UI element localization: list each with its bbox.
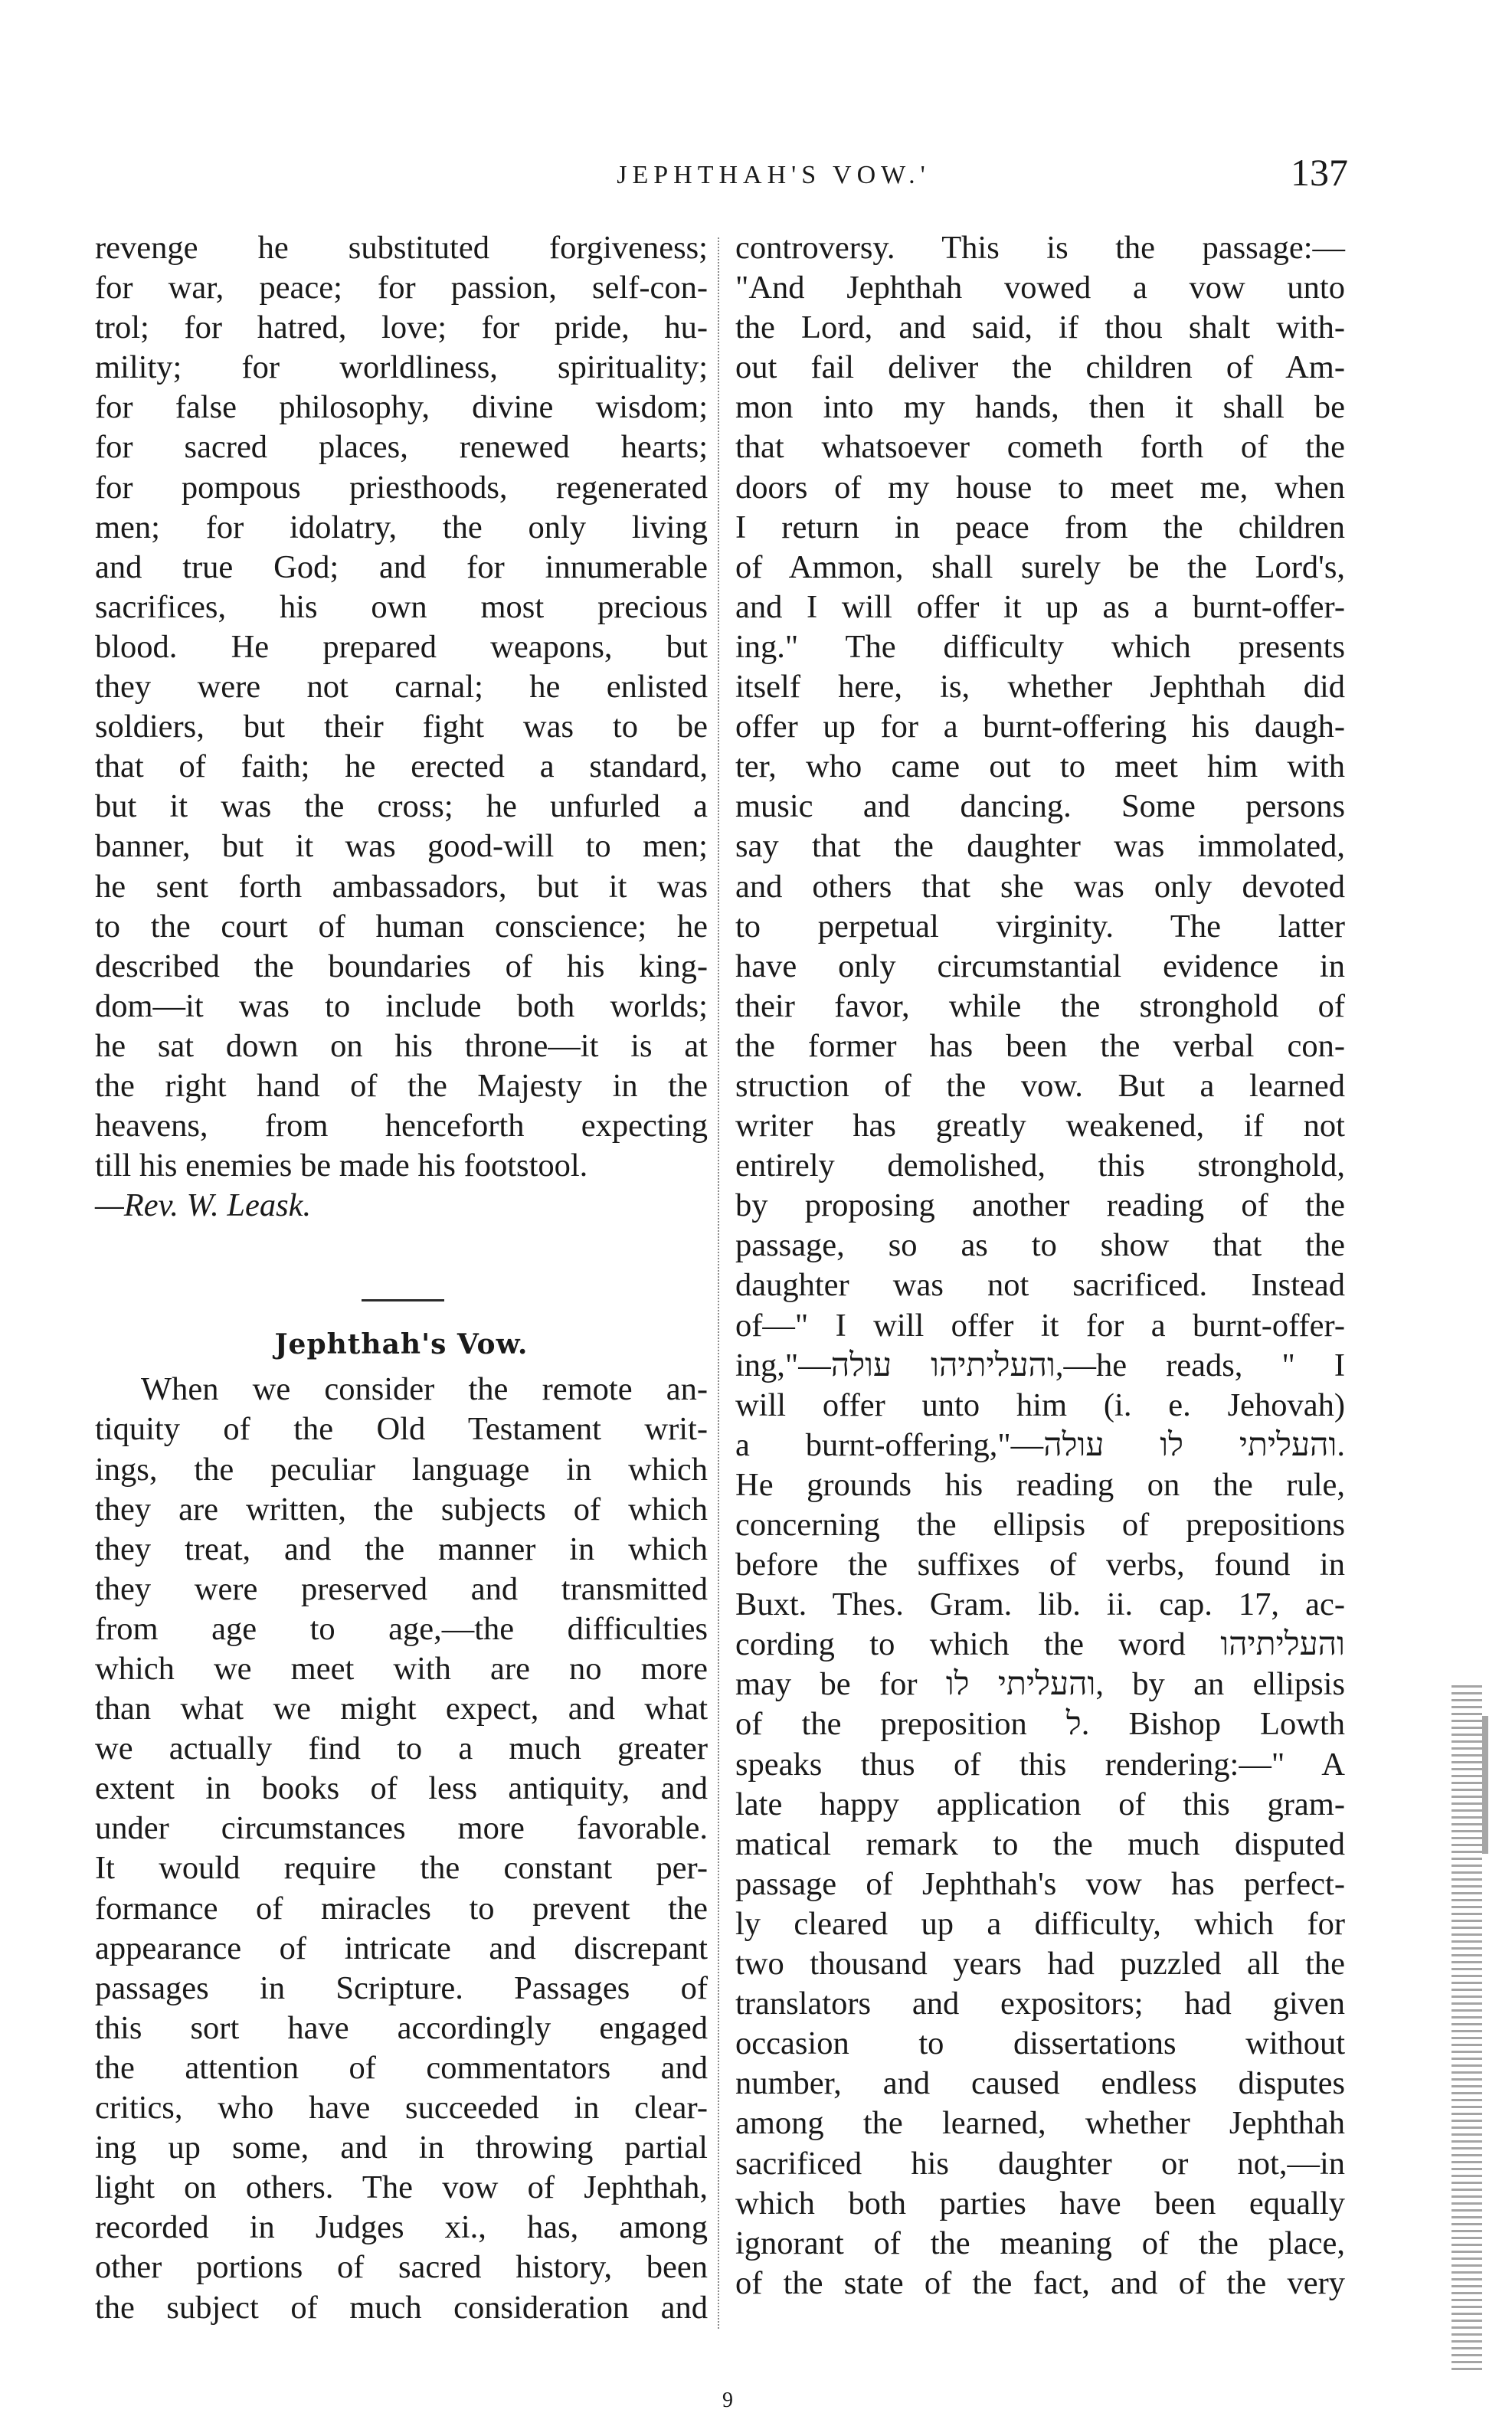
text-line: for false philosophy, divine wisdom;: [95, 389, 708, 426]
text-line: heavens, from henceforth expecting: [95, 1108, 708, 1144]
text-line: soldiers, but their fight was to be: [95, 709, 708, 745]
text-line: mon into my hands, then it shall be: [735, 389, 1345, 426]
text-line: extent in books of less antiquity, and: [95, 1770, 708, 1807]
text-line: ter, who came out to meet him with: [735, 748, 1345, 785]
text-line: say that the daughter was immolated,: [735, 828, 1345, 865]
text-line: for war, peace; for passion, self-con-: [95, 270, 708, 306]
text-line: He grounds his reading on the rule,: [735, 1466, 1345, 1503]
text-line: "And Jephthah vowed a vow unto: [735, 270, 1345, 306]
text-line: and true God; and for innumerable: [95, 548, 708, 585]
text-line: of the state of the fact, and of the very: [735, 2264, 1345, 2301]
text-line: have only circumstantial evidence in: [735, 948, 1345, 984]
text-line: of Ammon, shall surely be the Lord's,: [735, 548, 1345, 585]
scan-edge-artifact-2: [1482, 1716, 1488, 1854]
running-head-title: JEPHTHAH'S VOW.': [617, 161, 931, 189]
text-line: tiquity of the Old Testament writ-: [95, 1411, 708, 1448]
right-column: [735, 228, 1345, 2303]
text-line: the Lord, and said, if thou shalt with-: [735, 309, 1345, 346]
text-line: for pompous priesthoods, regenerated: [95, 469, 708, 506]
text-line: a burnt-offering,"—והעליתי לו עולה.: [735, 1426, 1345, 1463]
text-line: they are written, the subjects of which: [95, 1491, 708, 1527]
text-line: ing up some, and in throwing partial: [95, 2130, 708, 2166]
page-number: 137: [1291, 151, 1348, 194]
text-line: I return in peace from the children: [735, 509, 1345, 545]
text-line: for sacred places, renewed hearts;: [95, 429, 708, 466]
text-line: this sort have accordingly engaged: [95, 2009, 708, 2046]
text-line: their favor, while the stronghold of: [735, 987, 1345, 1024]
text-line: he sent forth ambassadors, but it was: [95, 868, 708, 905]
text-line: music and dancing. Some persons: [735, 788, 1345, 825]
text-line: two thousand years had puzzled all the: [735, 1946, 1345, 1982]
text-line: occasion to dissertations without: [735, 2025, 1345, 2062]
text-line: men; for idolatry, the only living: [95, 509, 708, 545]
text-line: we actually find to a much greater: [95, 1730, 708, 1767]
text-line: of—" I will offer it for a burnt-offer-: [735, 1307, 1345, 1344]
text-line: than what we might expect, and what: [95, 1691, 708, 1727]
text-line: the right hand of the Majesty in the: [95, 1067, 708, 1104]
text-line: passage of Jephthah's vow has perfect-: [735, 1865, 1345, 1902]
text-line: doors of my house to meet me, when: [735, 469, 1345, 506]
section-divider-rule: [95, 1279, 708, 1319]
text-line: before the suffixes of verbs, found in: [735, 1547, 1345, 1583]
paragraph-jephthah-intro: [95, 1370, 708, 2327]
text-line: and others that she was only devoted: [735, 868, 1345, 905]
text-line: they were not carnal; he enlisted: [95, 669, 708, 706]
text-line: and I will offer it up as a burnt-offer-: [735, 588, 1345, 625]
text-line: sacrificed his daughter or not,—in: [735, 2145, 1345, 2182]
text-line: critics, who have succeeded in clear-: [95, 2090, 708, 2127]
text-line: appearance of intricate and discrepant: [95, 1930, 708, 1966]
text-line: light on others. The vow of Jephthah,: [95, 2169, 708, 2206]
left-column: [95, 228, 708, 2328]
text-line: Buxt. Thes. Gram. lib. ii. cap. 17, ac-: [735, 1586, 1345, 1623]
text-line: speaks thus of this rendering:—" A: [735, 1746, 1345, 1783]
text-line: late happy application of this gram-: [735, 1786, 1345, 1822]
text-line: ing." The difficulty which presents: [735, 628, 1345, 665]
text-line: but it was the cross; he unfurled a: [95, 788, 708, 825]
text-line: which we meet with are no more: [95, 1651, 708, 1687]
text-line: the attention of commentators and: [95, 2049, 708, 2086]
text-line: passages in Scripture. Passages of: [95, 1969, 708, 2006]
signature: —Rev. W. Leask.: [95, 1187, 312, 1224]
text-line: daughter was not sacrificed. Instead: [735, 1267, 1345, 1304]
section-spacer: [95, 1226, 708, 1279]
text-line: offer up for a burnt-offering his daugh-: [735, 709, 1345, 745]
signature-line: [95, 1186, 708, 1226]
text-line: they treat, and the manner in which: [95, 1531, 708, 1567]
text-line: from age to age,—the difficulties: [95, 1610, 708, 1647]
text-line: the former has been the verbal con-: [735, 1027, 1345, 1064]
text-line: among the learned, whether Jephthah: [735, 2105, 1345, 2142]
text-line: they were preserved and transmitted: [95, 1570, 708, 1607]
text-line: banner, but it was good-will to men;: [95, 828, 708, 865]
text-line: that of faith; he erected a standard,: [95, 748, 708, 785]
text-line: ignorant of the meaning of the place,: [735, 2225, 1345, 2261]
text-line: of the preposition ל. Bishop Lowth: [735, 1706, 1346, 1743]
printer-signature-mark: 9: [722, 2388, 733, 2412]
text-line: described the boundaries of his king-: [95, 948, 708, 984]
text-line: by proposing another reading of the: [735, 1187, 1345, 1224]
paragraph-vow-discussion: [735, 228, 1345, 2303]
text-line: struction of the vow. But a learned: [735, 1067, 1345, 1104]
text-line: matical remark to the much disputed: [735, 1825, 1345, 1862]
text-line: under circumstances more favorable.: [95, 1810, 708, 1847]
text-line: cording to which the word והעליתיהו: [735, 1626, 1345, 1663]
text-line: ing,"—והעליתיהו עולה,—he reads, " I: [735, 1347, 1345, 1383]
text-line: till his enemies be made his footstool.: [95, 1148, 588, 1184]
text-line: When we consider the remote an-: [141, 1371, 708, 1408]
text-line: concerning the ellipsis of prepositions: [735, 1507, 1345, 1543]
text-line: It would require the constant per-: [95, 1850, 708, 1887]
text-line: blood. He prepared weapons, but: [95, 628, 708, 665]
text-line: he sat down on his throne—it is at: [95, 1027, 708, 1064]
text-line: recorded in Judges xi., has, among: [95, 2209, 708, 2246]
text-line: will offer unto him (i. e. Jehovah): [735, 1387, 1345, 1423]
text-line: ly cleared up a difficulty, which for: [735, 1905, 1345, 1942]
text-line: out fail deliver the children of Am-: [735, 349, 1345, 386]
text-line: entirely demolished, this stronghold,: [735, 1148, 1345, 1184]
text-line: formance of miracles to prevent the: [95, 1890, 708, 1927]
text-line: to perpetual virginity. The latter: [735, 908, 1345, 945]
text-line: ings, the peculiar language in which: [95, 1451, 708, 1488]
text-line: dom—it was to include both worlds;: [95, 987, 708, 1024]
text-line: passage, so as to show that the: [735, 1227, 1345, 1264]
section-heading: Jephthah's Vow.: [274, 1328, 529, 1361]
text-line: controversy. This is the passage:—: [735, 230, 1345, 266]
text-line: may be for והעליתי לו, by an ellipsis: [735, 1666, 1345, 1703]
text-line: that whatsoever cometh forth of the: [735, 429, 1345, 466]
text-line: mility; for worldliness, spirituality;: [95, 349, 708, 386]
text-line: number, and caused endless disputes: [735, 2065, 1345, 2102]
column-divider: [718, 237, 719, 2329]
text-line: translators and expositors; had given: [735, 1986, 1345, 2022]
text-line: writer has greatly weakened, if not: [735, 1108, 1345, 1144]
text-line: other portions of sacred history, been: [95, 2249, 708, 2286]
text-line: revenge he substituted forgiveness;: [95, 230, 708, 266]
text-line: trol; for hatred, love; for pride, hu-: [95, 309, 708, 346]
paragraph-leask-quote: [95, 228, 708, 1186]
text-line: itself here, is, whether Jephthah did: [735, 669, 1345, 706]
text-line: the subject of much consideration and: [95, 2289, 708, 2326]
text-line: sacrifices, his own most precious: [95, 588, 708, 625]
text-line: which both parties have been equally: [735, 2185, 1345, 2221]
scan-edge-artifact: [1451, 1685, 1482, 2375]
text-line: to the court of human conscience; he: [95, 908, 708, 945]
